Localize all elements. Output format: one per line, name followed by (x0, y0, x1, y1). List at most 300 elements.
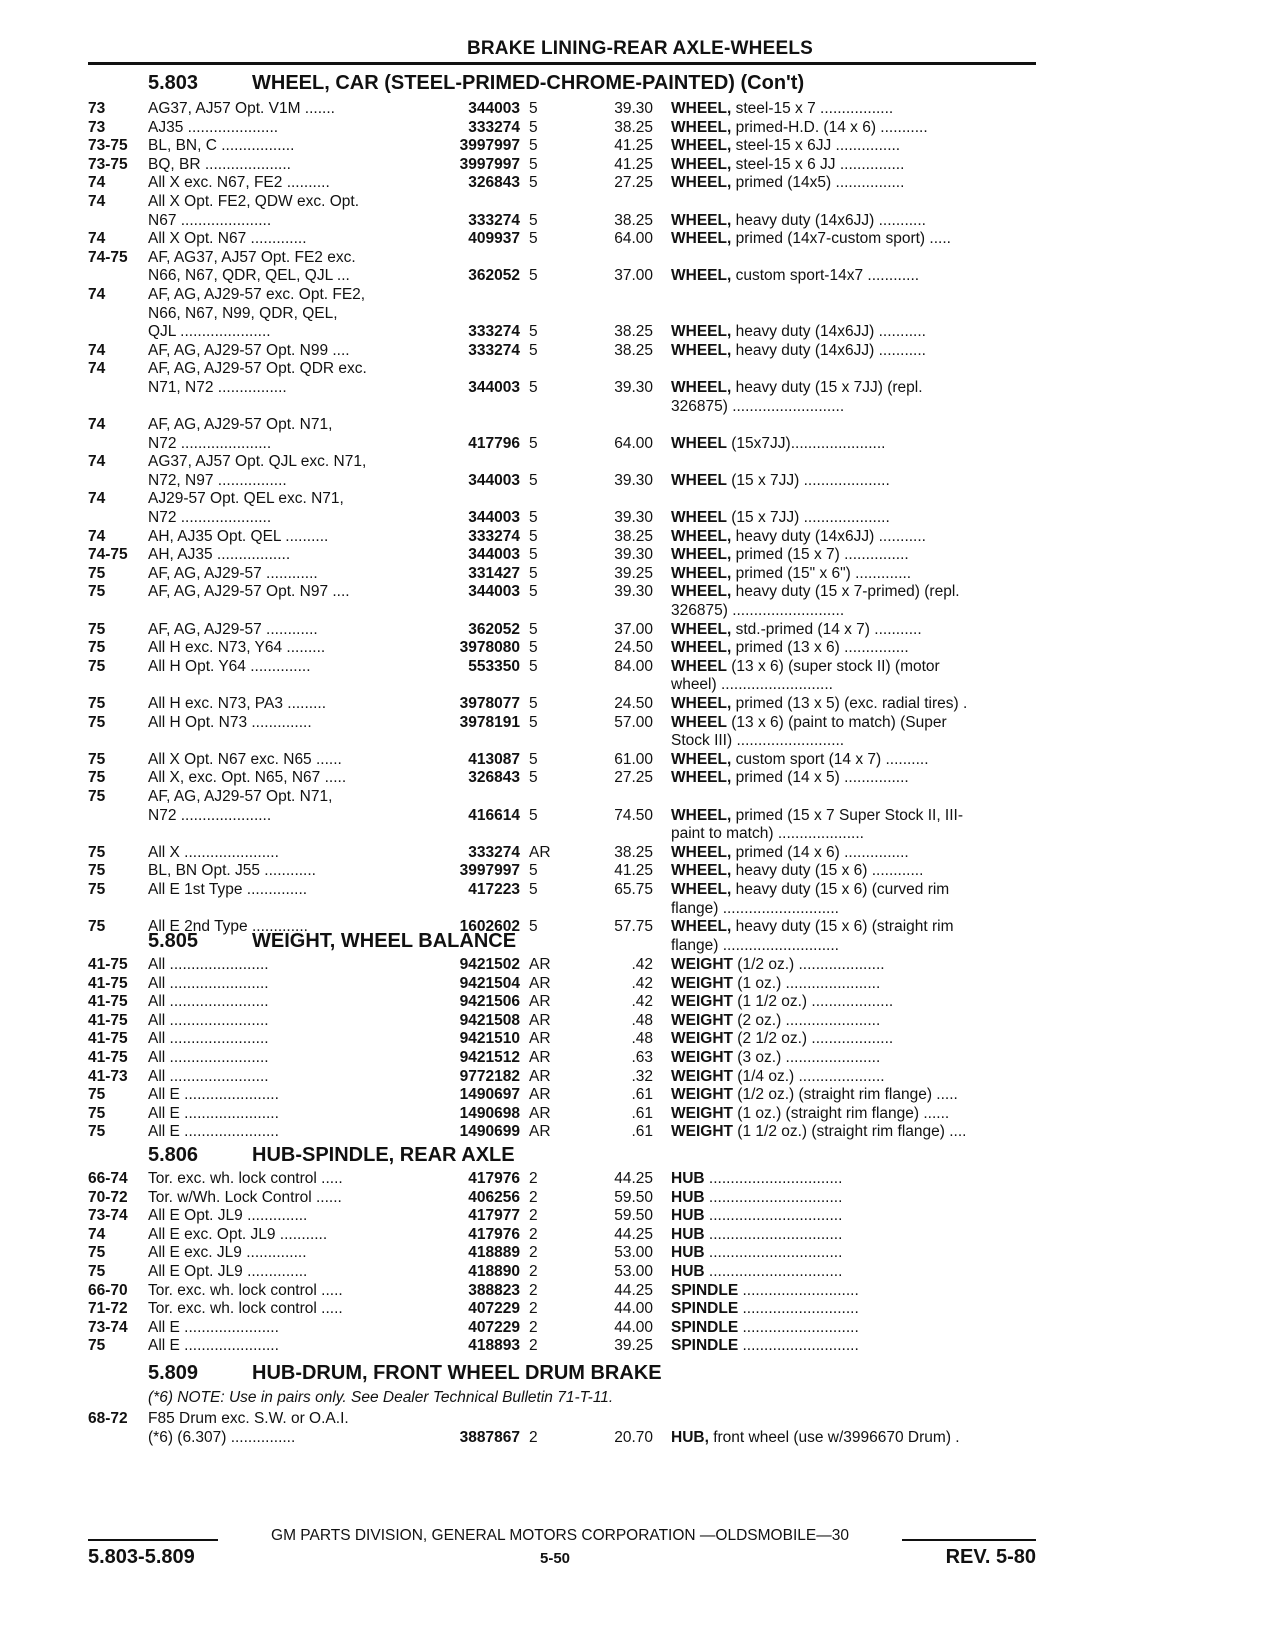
quantity: 2 (529, 1244, 538, 1262)
application: AH, AJ35 ................. (148, 546, 291, 564)
price: .48 (631, 1030, 653, 1048)
application: All E exc. JL9 .............. (148, 1244, 307, 1262)
price: 44.25 (614, 1281, 653, 1299)
table-row (0, 1030, 1280, 1049)
description-keyword: WHEEL, (671, 118, 732, 136)
application: All ....................... (148, 956, 269, 973)
footer-rule-right (902, 1539, 1036, 1541)
description (671, 546, 1036, 565)
application: All E 2nd Type ............. (148, 918, 308, 936)
description-text: (15x7JJ)...................... (726, 434, 886, 452)
model-year: 74-75 (88, 546, 128, 564)
application: All ....................... (148, 1030, 269, 1048)
model-year: 75 (88, 695, 106, 712)
application: QJL ..................... (148, 323, 271, 341)
model-year: 74 (88, 453, 106, 471)
model-year: 74 (88, 230, 106, 248)
quantity: 5 (529, 546, 538, 564)
description (671, 1105, 1036, 1124)
quantity: AR (529, 1067, 551, 1085)
quantity: 5 (529, 509, 538, 527)
price: 57.00 (614, 713, 653, 731)
table-row (0, 342, 1280, 361)
description-text: ........................... (738, 1300, 859, 1318)
application: Tor. w/Wh. Lock Control ...... (148, 1188, 342, 1206)
description-keyword: WEIGHT (671, 993, 733, 1011)
quantity: 5 (529, 230, 538, 248)
model-year: 75 (88, 880, 106, 898)
table-row (0, 658, 1280, 677)
description-text: (1/2 oz.) (straight rim flange) ..... (733, 1086, 958, 1104)
model-year: 74 (88, 360, 106, 378)
description (671, 1207, 1036, 1226)
model-year: 73 (88, 118, 106, 136)
description-text: primed (15 x 7) ............... (731, 546, 909, 564)
quantity: 5 (529, 583, 538, 601)
quantity: 5 (529, 657, 538, 675)
description-text: ............................... (704, 1188, 843, 1206)
description-text: primed (15 x 7 Super Stock II, III- (731, 806, 964, 824)
table-row (0, 639, 1280, 658)
application: Tor. exc. wh. lock control ..... (148, 1281, 343, 1299)
application: AF, AG, AJ29-57 exc. Opt. FE2, (148, 285, 366, 303)
description-text: ........................... (738, 1337, 859, 1355)
model-year: 73-74 (88, 1318, 128, 1336)
price: 38.25 (614, 118, 653, 136)
description-keyword: WHEEL, (671, 378, 732, 396)
description-text: steel-15 x 7 ................. (731, 100, 894, 117)
price: 84.00 (614, 657, 653, 675)
price: 59.50 (614, 1207, 653, 1225)
price: 27.25 (614, 174, 653, 192)
table-row (0, 1170, 1280, 1189)
price: 24.50 (614, 639, 653, 657)
description (671, 639, 1036, 658)
price: 53.00 (614, 1262, 653, 1280)
description (671, 1123, 1036, 1142)
description (671, 137, 1036, 156)
header-rule (88, 62, 1036, 65)
description-text: (1 oz.) ...................... (733, 974, 881, 992)
table-row (0, 602, 1280, 621)
quantity: 5 (529, 862, 538, 880)
description-keyword: WHEEL (671, 713, 727, 731)
part-number: 333274 (468, 341, 520, 359)
description (671, 956, 1036, 975)
description (671, 583, 1036, 602)
description-keyword: HUB (671, 1188, 705, 1206)
description-keyword: SPINDLE (671, 1300, 739, 1318)
table-row (0, 286, 1280, 305)
table-row (0, 583, 1280, 602)
section-note: (*6) NOTE: Use in pairs only. See Dealer Technical Bulletin 71-T-11. (148, 1389, 614, 1406)
description-keyword: WHEEL, (671, 620, 732, 638)
quantity: 2 (529, 1318, 538, 1336)
part-number: 418893 (468, 1337, 520, 1355)
model-year: 73-74 (88, 1207, 128, 1225)
quantity: 2 (529, 1188, 538, 1206)
price: 44.25 (614, 1170, 653, 1187)
description (671, 379, 1036, 398)
description-keyword: WHEEL, (671, 230, 732, 248)
quantity: AR (529, 974, 551, 992)
model-year: 74 (88, 285, 106, 303)
application: All X exc. N67, FE2 .......... (148, 174, 330, 192)
application: All X, exc. Opt. N65, N67 ..... (148, 769, 347, 787)
description-keyword: HUB (671, 1207, 705, 1225)
section-title: HUB-DRUM, FRONT WHEEL DRUM BRAKE (252, 1362, 662, 1384)
description (671, 1012, 1036, 1031)
price: 53.00 (614, 1244, 653, 1262)
description (671, 119, 1036, 138)
part-number: 344003 (468, 378, 520, 396)
quantity: 5 (529, 211, 538, 229)
quantity: 2 (529, 1337, 538, 1355)
footer-section-range: 5.803-5.809 (88, 1546, 195, 1568)
description-text: (1 1/2 oz.) (straight rim flange) .... (733, 1123, 967, 1141)
description-text: ............................... (704, 1262, 843, 1280)
model-year: 75 (88, 787, 106, 805)
price: 64.00 (614, 434, 653, 452)
model-year: 74-75 (88, 248, 128, 266)
quantity: 5 (529, 564, 538, 582)
description (671, 565, 1036, 584)
model-year: 41-75 (88, 993, 128, 1011)
description-text: primed (14x5) ................ (731, 174, 905, 192)
description-text: (15 x 7JJ) .................... (726, 509, 890, 527)
application: N67 ..................... (148, 211, 272, 229)
table-row (0, 714, 1280, 733)
description-text: primed-H.D. (14 x 6) ........... (731, 118, 928, 136)
description-text: ........................... (738, 1318, 859, 1336)
application: All X Opt. FE2, QDW exc. Opt. (148, 192, 360, 210)
part-number: 362052 (468, 267, 520, 285)
quantity: AR (529, 843, 551, 861)
description-keyword: WEIGHT (671, 1048, 733, 1066)
description-keyword: WHEEL, (671, 267, 732, 285)
part-number: 417976 (468, 1225, 520, 1243)
section-heading-5805 (148, 930, 516, 953)
table-row (0, 732, 1280, 751)
model-year: 41-75 (88, 956, 128, 973)
quantity: 5 (529, 880, 538, 898)
table-row (0, 900, 1280, 919)
price: 44.00 (614, 1318, 653, 1336)
section-title: WHEEL, CAR (STEEL-PRIMED-CHROME-PAINTED) (Con't) (252, 72, 805, 94)
description (671, 472, 1036, 491)
description-keyword: WHEEL, (671, 769, 732, 787)
model-year: 70-72 (88, 1188, 128, 1206)
description-keyword: WHEEL, (671, 695, 732, 712)
quantity: 5 (529, 341, 538, 359)
part-number: 333274 (468, 118, 520, 136)
table-row (0, 490, 1280, 509)
quantity: AR (529, 993, 551, 1011)
part-number: 418890 (468, 1262, 520, 1280)
part-number: 9421504 (459, 974, 520, 992)
table-row (0, 230, 1280, 249)
description-keyword: WEIGHT (671, 1123, 733, 1141)
table-row (0, 416, 1280, 435)
description (671, 1068, 1036, 1087)
table-row (0, 1429, 1280, 1448)
description-keyword: WHEEL, (671, 100, 732, 117)
quantity: 5 (529, 527, 538, 545)
application: BQ, BR .................... (148, 155, 291, 173)
part-number: 344003 (468, 509, 520, 527)
quantity: 2 (529, 1428, 538, 1446)
part-number: 331427 (468, 564, 520, 582)
model-year: 73 (88, 100, 106, 117)
description-text: (2 oz.) ...................... (733, 1011, 881, 1029)
application: All X Opt. N67 ............. (148, 230, 307, 248)
application: N66, N67, N99, QDR, QEL, (148, 304, 338, 322)
table-row (0, 453, 1280, 472)
application: N71, N72 ................ (148, 378, 287, 396)
price: 39.30 (614, 100, 653, 117)
model-year: 41-73 (88, 1067, 128, 1085)
model-year: 74 (88, 1225, 106, 1243)
description-text: flange) ........................... (671, 936, 839, 954)
description-keyword: SPINDLE (671, 1337, 739, 1355)
application: N72 ..................... (148, 806, 272, 824)
table-row (0, 1282, 1280, 1301)
application: AF, AG, AJ29-57 Opt. N71, (148, 787, 333, 805)
description-keyword: WHEEL, (671, 880, 732, 898)
application: All E ...................... (148, 1104, 279, 1122)
price: 39.30 (614, 378, 653, 396)
application: BL, BN Opt. J55 ............ (148, 862, 316, 880)
table-row (0, 1337, 1280, 1356)
description-keyword: WEIGHT (671, 1030, 733, 1048)
table-row (0, 788, 1280, 807)
description-keyword: WHEEL, (671, 323, 732, 341)
description (671, 937, 1036, 956)
description (671, 1049, 1036, 1068)
description-keyword: WHEEL (671, 509, 727, 527)
description-keyword: HUB (671, 1244, 705, 1262)
price: .42 (631, 974, 653, 992)
description-text: (1 1/2 oz.) ................... (733, 993, 894, 1011)
application: All E 1st Type .............. (148, 880, 308, 898)
model-year: 75 (88, 657, 106, 675)
model-year: 75 (88, 1337, 106, 1355)
price: 65.75 (614, 880, 653, 898)
price: 44.25 (614, 1225, 653, 1243)
price: .61 (631, 1104, 653, 1122)
table-row (0, 621, 1280, 640)
description (671, 1429, 1036, 1448)
part-number: 407229 (468, 1300, 520, 1318)
description-keyword: HUB (671, 1225, 705, 1243)
model-year: 41-75 (88, 1030, 128, 1048)
part-number: 333274 (468, 527, 520, 545)
part-number: 344003 (468, 100, 520, 117)
application: AF, AG37, AJ57 Opt. FE2 exc. (148, 248, 356, 266)
description-text: primed (13 x 5) (exc. radial tires) . (731, 695, 968, 712)
application: All E ...................... (148, 1337, 279, 1355)
quantity: 5 (529, 378, 538, 396)
table-row (0, 546, 1280, 565)
price: 39.30 (614, 471, 653, 489)
description-text: custom sport-14x7 ............ (731, 267, 920, 285)
quantity: 5 (529, 769, 538, 787)
table-row (0, 249, 1280, 268)
application: AF, AG, AJ29-57 Opt. QDR exc. (148, 360, 367, 378)
quantity: AR (529, 1123, 551, 1141)
model-year: 66-74 (88, 1170, 128, 1187)
quantity: 5 (529, 100, 538, 117)
part-number: 417796 (468, 434, 520, 452)
table-row (0, 1049, 1280, 1068)
description-keyword: WHEEL, (671, 341, 732, 359)
table-row (0, 174, 1280, 193)
price: .32 (631, 1067, 653, 1085)
quantity: 5 (529, 695, 538, 712)
price: 38.25 (614, 323, 653, 341)
application: AH, AJ35 Opt. QEL .......... (148, 527, 329, 545)
price: .63 (631, 1048, 653, 1066)
part-number: 417977 (468, 1207, 520, 1225)
table-row (0, 509, 1280, 528)
application: All H exc. N73, Y64 ......... (148, 639, 326, 657)
table-row (0, 398, 1280, 417)
application: N72 ..................... (148, 509, 272, 527)
description-text: 326875) .......................... (671, 397, 845, 415)
description (671, 398, 1036, 417)
description-text: ............................... (704, 1244, 843, 1262)
description-keyword: WHEEL, (671, 564, 732, 582)
description-keyword: WHEEL, (671, 918, 732, 936)
table-row (0, 137, 1280, 156)
table-row (0, 472, 1280, 491)
section-rows-5806 (0, 1170, 1280, 1356)
description (671, 528, 1036, 547)
description-text: steel-15 x 6JJ ............... (731, 137, 901, 155)
part-number: 344003 (468, 583, 520, 601)
description-text: (13 x 6) (super stock II) (motor (726, 657, 940, 675)
model-year: 75 (88, 620, 106, 638)
description-keyword: WHEEL, (671, 639, 732, 657)
model-year: 71-72 (88, 1300, 128, 1318)
description-keyword: WEIGHT (671, 1086, 733, 1104)
application: N72, N97 ................ (148, 471, 287, 489)
description (671, 862, 1036, 881)
description-text: heavy duty (14x6JJ) ........... (731, 527, 926, 545)
application: All ....................... (148, 1011, 269, 1029)
application: N66, N67, QDR, QEL, QJL ... (148, 267, 350, 285)
table-row (0, 1086, 1280, 1105)
description-text: heavy duty (14x6JJ) ........... (731, 341, 926, 359)
description-keyword: WEIGHT (671, 1067, 733, 1085)
description-keyword: HUB, (671, 1428, 709, 1446)
page-title: BRAKE LINING-REAR AXLE-WHEELS (466, 38, 814, 59)
model-year: 75 (88, 1123, 106, 1141)
quantity: 5 (529, 137, 538, 155)
part-number: 1490699 (459, 1123, 520, 1141)
model-year: 74 (88, 174, 106, 192)
table-row (0, 212, 1280, 231)
application: AJ35 ..................... (148, 118, 279, 136)
description-text: (1 oz.) (straight rim flange) ...... (733, 1104, 950, 1122)
price: .42 (631, 956, 653, 973)
table-row (0, 956, 1280, 975)
application: N72 ..................... (148, 434, 272, 452)
description-keyword: WHEEL, (671, 155, 732, 173)
quantity: AR (529, 956, 551, 973)
description-text: heavy duty (15 x 6) (curved rim (731, 880, 950, 898)
table-row (0, 267, 1280, 286)
part-number: 333274 (468, 211, 520, 229)
table-row (0, 676, 1280, 695)
model-year: 66-70 (88, 1281, 128, 1299)
table-row (0, 769, 1280, 788)
description-text: 326875) .......................... (671, 602, 845, 620)
part-number: 3887867 (459, 1428, 520, 1446)
section-heading-5803 (148, 72, 804, 95)
quantity: 5 (529, 918, 538, 936)
description-text: (2 1/2 oz.) ................... (733, 1030, 894, 1048)
part-number: 326843 (468, 769, 520, 787)
description-keyword: WHEEL, (671, 583, 732, 601)
quantity: AR (529, 1048, 551, 1066)
part-number: 553350 (468, 657, 520, 675)
quantity: 2 (529, 1170, 538, 1187)
quantity: AR (529, 1104, 551, 1122)
description (671, 844, 1036, 863)
description-keyword: WHEEL, (671, 174, 732, 192)
part-number: 9421510 (459, 1030, 520, 1048)
description (671, 807, 1036, 826)
part-number: 1602602 (459, 918, 520, 936)
description-keyword: WHEEL (671, 434, 727, 452)
table-row (0, 305, 1280, 324)
price: 38.25 (614, 843, 653, 861)
price: 74.50 (614, 806, 653, 824)
description-text: Stock III) ......................... (671, 732, 845, 750)
description-text: paint to match) .................... (671, 825, 864, 843)
quantity: 5 (529, 713, 538, 731)
price: 41.25 (614, 155, 653, 173)
table-row (0, 1207, 1280, 1226)
quantity: 2 (529, 1225, 538, 1243)
model-year: 75 (88, 769, 106, 787)
section-number: 5.809 (148, 1362, 199, 1384)
table-row (0, 862, 1280, 881)
application: AG37, AJ57 Opt. V1M ....... (148, 100, 335, 117)
description-text: wheel) .......................... (671, 676, 833, 694)
model-year: 75 (88, 843, 106, 861)
description (671, 342, 1036, 361)
model-year: 74 (88, 192, 106, 210)
model-year: 41-75 (88, 1048, 128, 1066)
price: 41.25 (614, 137, 653, 155)
footer-rule-left (88, 1539, 218, 1541)
table-row (0, 193, 1280, 212)
part-number: 1490698 (459, 1104, 520, 1122)
model-year: 75 (88, 713, 106, 731)
description-text: front wheel (use w/3996670 Drum) . (708, 1428, 960, 1446)
description (671, 751, 1036, 770)
application: All E Opt. JL9 .............. (148, 1207, 308, 1225)
table-row (0, 825, 1280, 844)
description (671, 1300, 1036, 1319)
table-row (0, 993, 1280, 1012)
application: All E exc. Opt. JL9 ........... (148, 1225, 328, 1243)
part-number: 1490697 (459, 1086, 520, 1104)
description (671, 825, 1036, 844)
table-row (0, 1226, 1280, 1245)
